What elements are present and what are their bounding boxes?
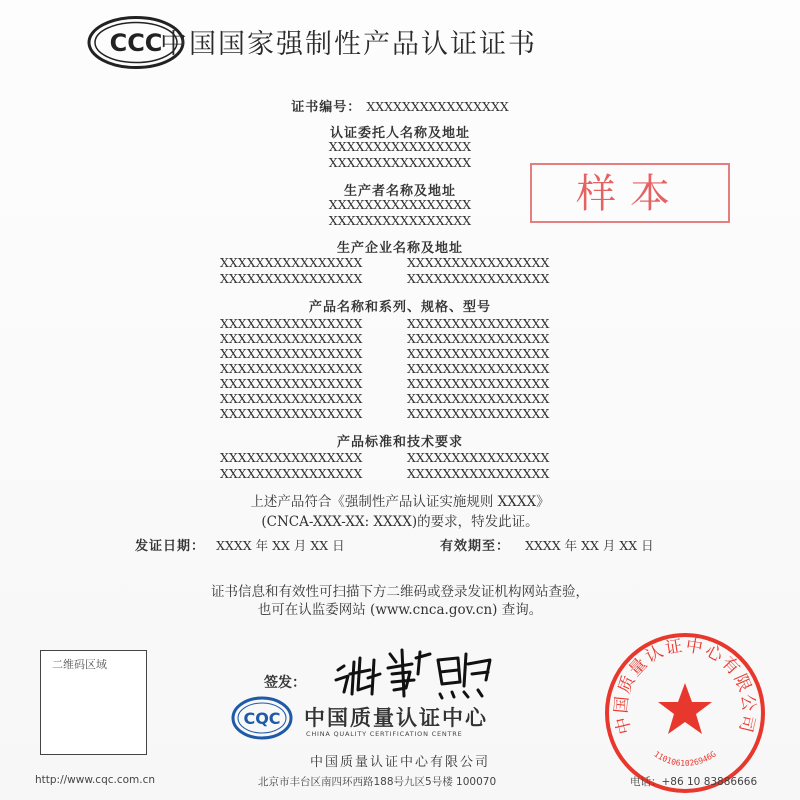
product-heading: 产品名称和系列、规格、型号 — [308, 300, 491, 315]
product-line: XXXXXXXXXXXXXXXX — [407, 346, 550, 361]
factory-line: XXXXXXXXXXXXXXXX — [407, 255, 550, 270]
product-line: XXXXXXXXXXXXXXXX — [220, 316, 363, 331]
product-line: XXXXXXXXXXXXXXXX — [220, 391, 363, 406]
product-line: XXXXXXXXXXXXXXXX — [407, 376, 550, 391]
product-line: XXXXXXXXXXXXXXXX — [220, 376, 363, 391]
standard-heading: 产品标准和技术要求 — [336, 435, 463, 450]
standard-line: XXXXXXXXXXXXXXXX — [407, 466, 550, 481]
standard-line: XXXXXXXXXXXXXXXX — [220, 450, 363, 465]
svg-text:CQC: CQC — [243, 709, 281, 728]
applicant-heading: 认证委托人名称及地址 — [329, 126, 470, 141]
cqc-logo-icon — [230, 694, 294, 742]
product-line: XXXXXXXXXXXXXXXX — [220, 406, 363, 421]
factory-line: XXXXXXXXXXXXXXXX — [220, 271, 363, 286]
certificate-number-row — [0, 98, 800, 116]
standard-line: XXXXXXXXXXXXXXXX — [407, 450, 550, 465]
manufacturer-line: XXXXXXXXXXXXXXXX — [328, 213, 472, 228]
manufacturer-line: XXXXXXXXXXXXXXXX — [328, 197, 472, 212]
manufacturer-heading: 生产者名称及地址 — [343, 184, 456, 199]
conformity-statement: (CNCA-XXX-XX: XXXX)的要求，特发此证。 — [261, 514, 539, 530]
official-seal-icon — [600, 628, 770, 798]
product-line: XXXXXXXXXXXXXXXX — [407, 316, 550, 331]
svg-text:1101061026946G: 1101061026946G — [652, 749, 718, 768]
svg-text:中国质量认证中心有限公司: 中国质量认证中心有限公司 — [611, 636, 759, 737]
issuer-name-en: CHINA QUALITY CERTIFICATION CENTRE — [306, 730, 463, 738]
issue-date-value: XXXX 年 XX 月 XX 日 — [216, 538, 345, 553]
product-line: XXXXXXXXXXXXXXXX — [220, 331, 363, 346]
product-line: XXXXXXXXXXXXXXXX — [220, 346, 363, 361]
certificate-number-value: XXXXXXXXXXXXXXXX — [366, 99, 509, 114]
applicant-line: XXXXXXXXXXXXXXXX — [328, 155, 472, 170]
sample-stamp: 样本 — [530, 163, 730, 223]
issue-date-row — [135, 535, 345, 554]
footer-phone: 电话：+86 10 83886666 — [630, 776, 758, 788]
conformity-statement: 上述产品符合《强制性产品认证实施规则 XXXX》 — [250, 494, 550, 510]
expiry-date-label: 有效期至： — [440, 539, 511, 554]
factory-heading: 生产企业名称及地址 — [336, 241, 463, 256]
expiry-date-row — [440, 535, 654, 554]
factory-line: XXXXXXXXXXXXXXXX — [220, 255, 363, 270]
product-line: XXXXXXXXXXXXXXXX — [220, 361, 363, 376]
product-line: XXXXXXXXXXXXXXXX — [407, 391, 550, 406]
signature-image — [330, 640, 510, 700]
certificate-number-label: 证书编号： — [291, 100, 362, 115]
issue-date-label: 发证日期： — [135, 539, 206, 554]
standard-line: XXXXXXXXXXXXXXXX — [220, 466, 363, 481]
product-line: XXXXXXXXXXXXXXXX — [407, 361, 550, 376]
issuer-name-cn: 中国质量认证中心 — [304, 706, 488, 730]
applicant-line: XXXXXXXXXXXXXXXX — [328, 139, 472, 154]
footer-website: http://www.cqc.com.cn — [35, 774, 156, 786]
footer-address: 北京市丰台区南四环西路188号九区5号楼 100070 — [258, 776, 497, 788]
expiry-date-value: XXXX 年 XX 月 XX 日 — [525, 538, 654, 553]
verification-note: 也可在认监委网站 (www.cnca.gov.cn) 查询。 — [257, 602, 543, 618]
verification-note: 证书信息和有效性可扫描下方二维码或登录发证机构网站查验， — [211, 584, 589, 600]
product-line: XXXXXXXXXXXXXXXX — [407, 331, 550, 346]
svg-text:CCC: CCC — [109, 29, 163, 57]
issuer-company: 中国质量认证中心有限公司 — [309, 755, 490, 770]
certificate-title: 中国国家强制性产品认证证书 — [160, 29, 537, 60]
factory-line: XXXXXXXXXXXXXXXX — [407, 271, 550, 286]
product-line: XXXXXXXXXXXXXXXX — [407, 406, 550, 421]
qr-code-label: 二维码区域 — [52, 658, 107, 671]
signature-label: 签发： — [264, 675, 306, 691]
